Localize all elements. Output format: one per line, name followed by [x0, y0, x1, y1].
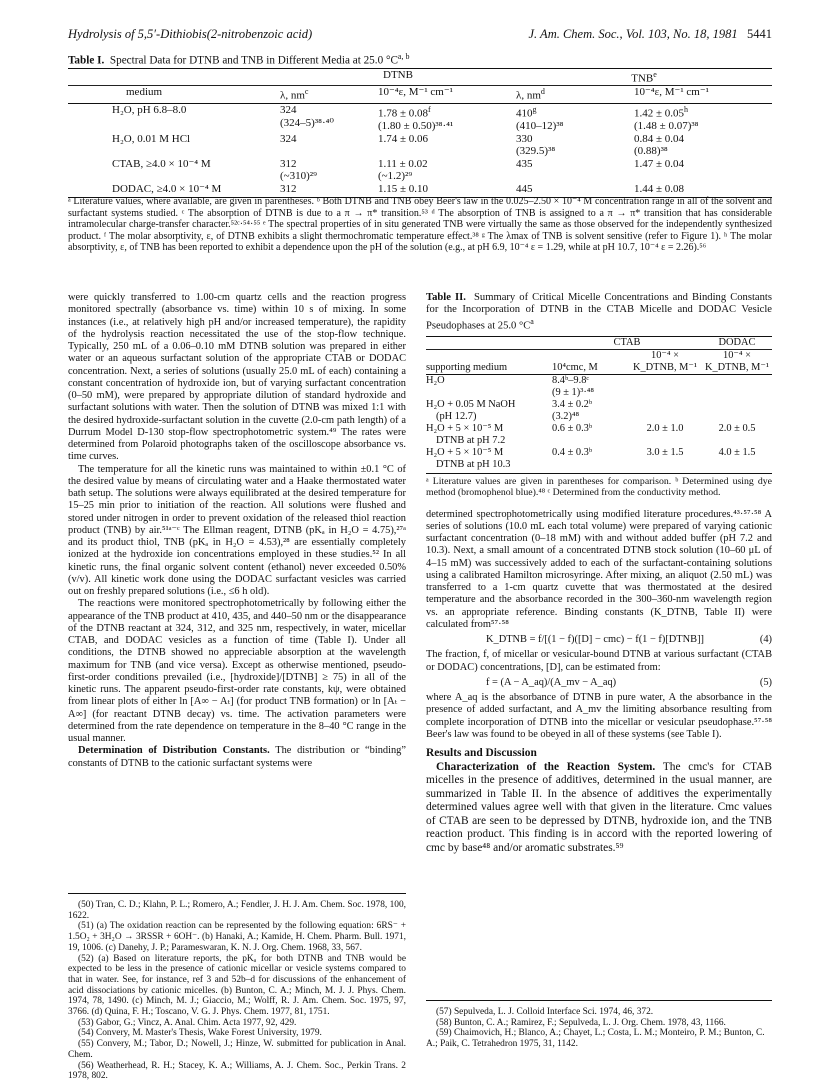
table1-cell-eps-dtnb: 1.78 ± 0.08$^f$ (1.80 ± 0.50)³⁸·⁴¹: [378, 105, 454, 133]
table2: [426, 292, 772, 499]
table2-col-k-ctab: 10⁻⁴ × K_DTNB, M⁻¹: [628, 349, 702, 374]
table1-cell-lambda-tnb: 435: [516, 157, 533, 170]
table1-col-medium: medium: [68, 86, 280, 104]
references-right: [426, 1000, 772, 1050]
page-number: 5441: [747, 27, 772, 41]
body-paragraph: The fraction, f, of micellar or vesicular-bound DTNB at various surfactant (CTAB or DODAC) concentrations, [D], can be estimated from:: [426, 649, 772, 673]
table1-caption: Table I. Spectral Data for DTNB and TNB in Different Media at 25.0 $^\circ C^{a, b}$: [68, 52, 410, 67]
body-paragraph: The temperature for all the kinetic runs was maintained to within ±0.1 °C of the desired value by means of circulating water and a Haake thermostated water bath setup. The solutions were always equilibrated at the desired temperature for 15–25 min prior to initiation of the reaction. All solutions were flushed and stored under nitrogen in order to prevent oxidation of the released thiol reaction product (TNB) by air.⁵¹ᵃ⁻ᶜ The Ellman reagent, DTNB (pKₐ in H₂O = 4.75),²⁷ᵃ and its product thiol, TNB (pKₐ in H₂O = 4.53),²⁸ are essentially completely ionized at the hydroxide ion concentrations employed in these studies.⁵² In all kinetic runs, the final organic solvent content (ethanol) never exceeded 0.50% (v/v). All kinetic work done using the DODAC surfactant vesicles was carried out on freshly prepared solutions (i.e., ≤6 h old).: [68, 463, 406, 597]
table2-row: [426, 399, 772, 423]
table1-row: [68, 158, 772, 183]
left-column: [68, 292, 406, 770]
table2-cell-cmc: 3.4 ± 0.2ᵇ (3.2)⁴⁸: [552, 398, 593, 422]
table2-col-k-dodac: 10⁻⁴ × K_DTNB, M⁻¹: [702, 349, 772, 374]
table1-cell-medium: DODAC, ≥4.0 × 10⁻⁴ M: [68, 183, 280, 198]
table1-cell-medium: H₂O, pH 6.8–8.0: [112, 104, 187, 117]
table1-cell-eps-dtnb: 1.11 ± 0.02 (~1.2)²⁹: [378, 157, 428, 183]
table2-cell-k-dodac: 4.0 ± 1.5: [702, 447, 772, 474]
table1-cell-lambda-dtnb: 324: [280, 132, 297, 145]
table1-group-dtnb: DTNB: [280, 69, 516, 86]
table2-caption: Table II. Summary of Critical Micelle Concentrations and Binding Constants for the Incorporation of DTNB in the CTAB Micelle and DODAC Vesicle Pseudophases at 25.0 $^\circ C^a$: [426, 292, 772, 332]
table2-cell-cmc: 0.4 ± 0.3ᵇ: [552, 447, 628, 474]
body-paragraph: Determination of Distribution Constants. The distribution or “binding” constants of DTNB to the cationic surfactant systems were: [68, 745, 406, 769]
table2-row: [426, 447, 772, 474]
right-column: [426, 292, 772, 855]
reference-item: (53) Gabor, G.; Vincz, A. Anal. Chim. Acta 1977, 92, 429.: [78, 1017, 297, 1028]
table1-footnotes: ᵃ Literature values, where available, are given in parentheses. ᵇ Both DTNB and TNB obey Beer's law in the 0.025–2.50 × 10⁻⁴ M concentration range in all of the solvent and surfactant systems studied. ᶜ The absorption of DTNB is due to a π → π* transition.⁵³ ᵈ The absorption of TNB is assigned to a π → π* transition that has considerable intramolecular charge-transfer character.⁵²ᶜ·⁵⁴·⁵⁵ ᵉ The spectral properties of in situ generated TNB were virtually the same as those observed for the independently synthesized product. ᶠ The molar absorptivity, ε, of DTNB exhibits a slight thermochromatic temperature effect.³⁸ ᵍ The λmax of TNB is solvent sensitive (refer to Figure 1). ʰ The molar absorptivity, ε, of TNB has been reported to exhibit a dependence upon the pH of the solution (e.g., at pH 6.9, 10⁻⁴ ε = 1.29, while at pH 10.7, 10⁻⁴ ε = 2.26).⁵⁶: [68, 196, 772, 254]
header-journal: J. Am. Chem. Soc., Vol. 103, No. 18, 1981 5441: [528, 27, 772, 41]
running-header: [68, 27, 772, 43]
table1-cell-lambda-tnb: 445: [516, 183, 634, 198]
table2-col-cmc: 10⁴cmc, M: [552, 349, 628, 374]
table2-cell-k-dodac: [702, 374, 772, 399]
equation-4: K_DTNB = f/[(1 − f)([D] − cmc) − f(1 − f)[DTNB]] (4): [486, 634, 772, 646]
table2-cell-medium: H₂O + 0.05 M NaOH (pH 12.7): [426, 398, 516, 422]
reference-item: (57) Sepulveda, L. J. Colloid Interface Sci. 1974, 46, 372.: [436, 1007, 654, 1017]
table1-cell-eps-dtnb: 1.15 ± 0.10: [378, 183, 516, 198]
table1-cell-eps-tnb: 0.84 ± 0.04 (0.88)³⁸: [634, 132, 685, 158]
body-paragraph: determined spectrophotometrically using modified literature procedures.⁴³·⁵⁷·⁵⁸ A series of solutions (10.0 mL each total volume) were prepared of varying cationic surfactant concentration (0–18 mM) with and without added buffer (pH 7.2 and 10.3). Next, a small amount of a concentrated DTNB stock solution (10–60 μL of 4–15 mM) was successively added to each of the surfactant-containing solutions using a calibrated Hamilton microsyringe. After mixing, an aliquot (2.50 mL) was transferred to a 1-cm quartz cuvette that was thermostated at the desired temperature and the absorbance recorded in the 300–360-nm wavelength region vs. an appropriate reference. Binding constants (K_DTNB, Table II) were calculated from⁵⁷·⁵⁸: [426, 508, 772, 630]
reference-item: (54) Convery, M. Master's Thesis, Wake Forest University, 1979.: [78, 1028, 322, 1039]
table2-cell-cmc: 8.4ᵇ–9.8ᶜ (9 ± 1)³·⁴⁸: [552, 374, 595, 398]
table1-cell-lambda-dtnb: 312 (~310)²⁹: [280, 157, 317, 183]
table2-row: [426, 374, 772, 399]
section-heading: Results and Discussion: [426, 747, 537, 760]
table1-cell-medium: H₂O, 0.01 M HCl: [112, 132, 191, 145]
table1-cell-lambda-dtnb: 312: [280, 183, 378, 198]
table1-cell-lambda-tnb: 330 (329.5)³⁸: [516, 132, 556, 158]
reference-item: (51) (a) The oxidation reaction can be represented by the following equation: 6RS⁻ + 1.5O₂ + 3H₂O → 3RSSR + 6OH⁻. (b) Hanaki, A.; Kamide, H. Chem. Pharm. Bull. 1971, 19, 1006. (c) Danehy, J. P.; Parameswaran, K. N. J. Org. Chem. 1968, 33, 567.: [68, 921, 406, 953]
table1-cell-eps-tnb: 1.44 ± 0.08: [634, 183, 772, 198]
reference-item: (59) Chaimovich, H.; Blanco, A.; Chayet, L.; Costa, L. M.; Monteiro, P. M.; Bunton, C. A.; Paik, C. Tetrahedron 1975, 31, 1142.: [426, 1028, 765, 1050]
table1-col-eps-tnb: 10⁻⁴ε, M⁻¹ cm⁻¹: [634, 86, 772, 104]
table2-group-ctab: CTAB: [552, 336, 702, 349]
table1-col-lambda-dtnb: λ, $nm^c$: [280, 86, 378, 104]
reference-item: (52) (a) Based on literature reports, the pKₐ for both DTNB and TNB would be expected to be less in the presence of cationic micellar or vesicle systems compared to that in water. See, for instance, ref 3 and 52b–d for discussions of the enhancement of acid dissociations by cationic micelles. (b) Bunton, C. A.; Minch, M. J. J. Phys. Chem. 1974, 78, 1490. (c) Minch, M. J.; Giaccio, M.; Wolff, R. J. Am. Chem. Soc. 1975, 97, 3766. (d) Quina, F. H.; Toscano, V. G. J. Phys. Chem. 1977, 81, 1751.: [68, 953, 406, 1018]
references-left: [68, 893, 406, 1082]
table1-cell-eps-tnb: 1.47 ± 0.04: [634, 157, 685, 170]
body-paragraph: where A_aq is the absorbance of DTNB in pure water, A the absorbance in the presence of added surfactant, and A_mv the limiting absorbance resulting from complete incorporation of DTNB into the micellar or vesicular pseudophase.⁵⁷·⁵⁸ Beer's law was found to be obeyed in all of these systems (see Table I).: [426, 692, 772, 740]
table2-group-dodac: DODAC: [702, 336, 772, 349]
table1-group-tnb: TNB$^e$: [516, 69, 772, 86]
table2-cell-medium: H₂O + 5 × 10⁻⁵ M DTNB at pH 7.2: [426, 422, 506, 446]
table1-cell-eps-tnb: 1.42 ± 0.05$^h$ (1.48 ± 0.07)³⁸: [634, 105, 699, 133]
table2-cell-k-ctab: 2.0 ± 1.0: [646, 422, 684, 434]
table1: [68, 68, 772, 198]
body-paragraph: The reactions were monitored spectrophotometrically by following either the appearance of the TNB product at 410, 435, and 440–50 nm or the disappearance of the DTNB reactant at 324, 312, and 325 nm, respectively, in water, micellar CTAB, and DODAC vesicles as a function of time (Table I). Under all conditions, the DTNB showed no appreciable absorption at the wavelength maximum for TNB (and vice versa). Except as otherwise mentioned, pseudo-first-order conditions prevailed (i.e., [hydroxide]/[DTNB] ≥ 75) in all of the kinetic runs. The apparent pseudo-first-order rate constants, kψ, were obtained from linear plots of either ln [A∞ − Aₜ] (for product TNB formation) or ln [Aₜ − A∞] (for reactant DTNB decay) vs. time. The activation parameters were determined from the rate dependence on temperature in the 8–40 °C range in the usual manner.: [68, 598, 406, 744]
table2-cell-medium: H₂O + 5 × 10⁻⁵ M DTNB at pH 10.3: [426, 447, 552, 474]
reference-item: (50) Tran, C. D.; Klahn, P. L.; Romero, A.; Fendler, J. H. J. Am. Chem. Soc. 1978, 100, 1622.: [68, 900, 406, 921]
table2-row: [426, 423, 772, 447]
table2-cell-k-ctab: 3.0 ± 1.5: [628, 447, 702, 474]
body-paragraph: Characterization of the Reaction System. The cmc's for CTAB micelles in the presence of additives, determined in the usual manner, are summarized in Table II. In the absence of additives the experimentally determined values agree well with that given in the literature. Cmc values of CTAB are seen to be depressed by DTNB, hydroxide ion, and the TNB reaction product. This finding is in accord with the reported lowering of cmc by base⁴⁸ and/or aromatic substrates.⁵⁹: [426, 760, 772, 854]
equation-5: f = (A − A_aq)/(A_mv − A_aq) (5): [486, 676, 772, 688]
table1-col-eps-dtnb: 10⁻⁴ε, M⁻¹ cm⁻¹: [378, 86, 516, 104]
reference-item: (55) Convery, M.; Tabor, D.; Nowell, J.; Hinze, W. submitted for publication in Anal. Chem.: [68, 1039, 406, 1060]
header-title: Hydrolysis of 5,5′-Dithiobis(2-nitrobenzoic acid): [68, 27, 313, 41]
reference-item: (56) Weatherhead, R. H.; Stacey, K. A.; Williams, A. J. Chem. Soc., Perkin Trans. 2 1978, 802.: [68, 1060, 406, 1082]
table2-cell-cmc: 0.6 ± 0.3ᵇ: [552, 422, 593, 434]
table2-footnotes: ᵃ Literature values are given in parentheses for comparison. ᵇ Determined using dye method (bromophenol blue).⁴⁸ ᶜ Determined from the conductivity method.: [426, 475, 772, 499]
body-paragraph: were quickly transferred to 1.00-cm quartz cells and the reaction progress monitored spectrally (absorbance vs. time) within 10 s of mixing. In some instances (i.e., at relatively high pH and/or increased temperature), the rapidity of the hydrolysis reaction necessitated the use of the stop-flow technique. Typically, 250 mL of a 0.06–0.10 mM DTNB solution was prepared in either water or an aqueous surfactant solution of the appropriate CTAB or DODAC concentration. Next, a series of solutions (usually 25.0 mL of each) containing a constant concentration of hydroxide ion, but of varying surfactant concentration (0–50 mM), were prepared by appropriate dilution of standard hydroxide and surfactant solutions with water. Then the solution of DTNB was mixed 1:1 with the desired hydroxide-surfactant solution in the cuvette (2.0-cm path length) of a Durrum Model D-130 stop-flow spectrophotometric system.⁴⁹ The rates were determined from Polaroid photographs taken of the oscilloscope absorbance vs. time curves.: [68, 292, 406, 463]
table2-cell-k-ctab: [628, 399, 702, 423]
table1-cell-eps-dtnb: 1.74 ± 0.06: [378, 132, 429, 145]
table2-cell-k-dodac: 2.0 ± 0.5: [718, 422, 756, 434]
table2-col-medium: supporting medium: [426, 349, 552, 374]
table1-cell-lambda-dtnb: 324 (324–5)³⁸·⁴⁰: [280, 104, 334, 129]
table1-col-lambda-tnb: λ, $nm^d$: [516, 86, 634, 104]
table1-row: [68, 133, 772, 158]
table1-cell-lambda-tnb: 410$^g$ (410–12)³⁸: [516, 105, 564, 133]
table1-row: [68, 104, 772, 133]
table1-cell-medium: CTAB, ≥4.0 × 10⁻⁴ M: [112, 157, 211, 170]
table2-cell-k-dodac: [702, 399, 772, 423]
reference-item: (58) Bunton, C. A.; Ramirez, F.; Sepulveda, L. J. Org. Chem. 1978, 43, 1166.: [436, 1017, 726, 1028]
table2-cell-medium: H₂O: [426, 374, 445, 386]
table2-cell-k-ctab: [628, 374, 702, 399]
